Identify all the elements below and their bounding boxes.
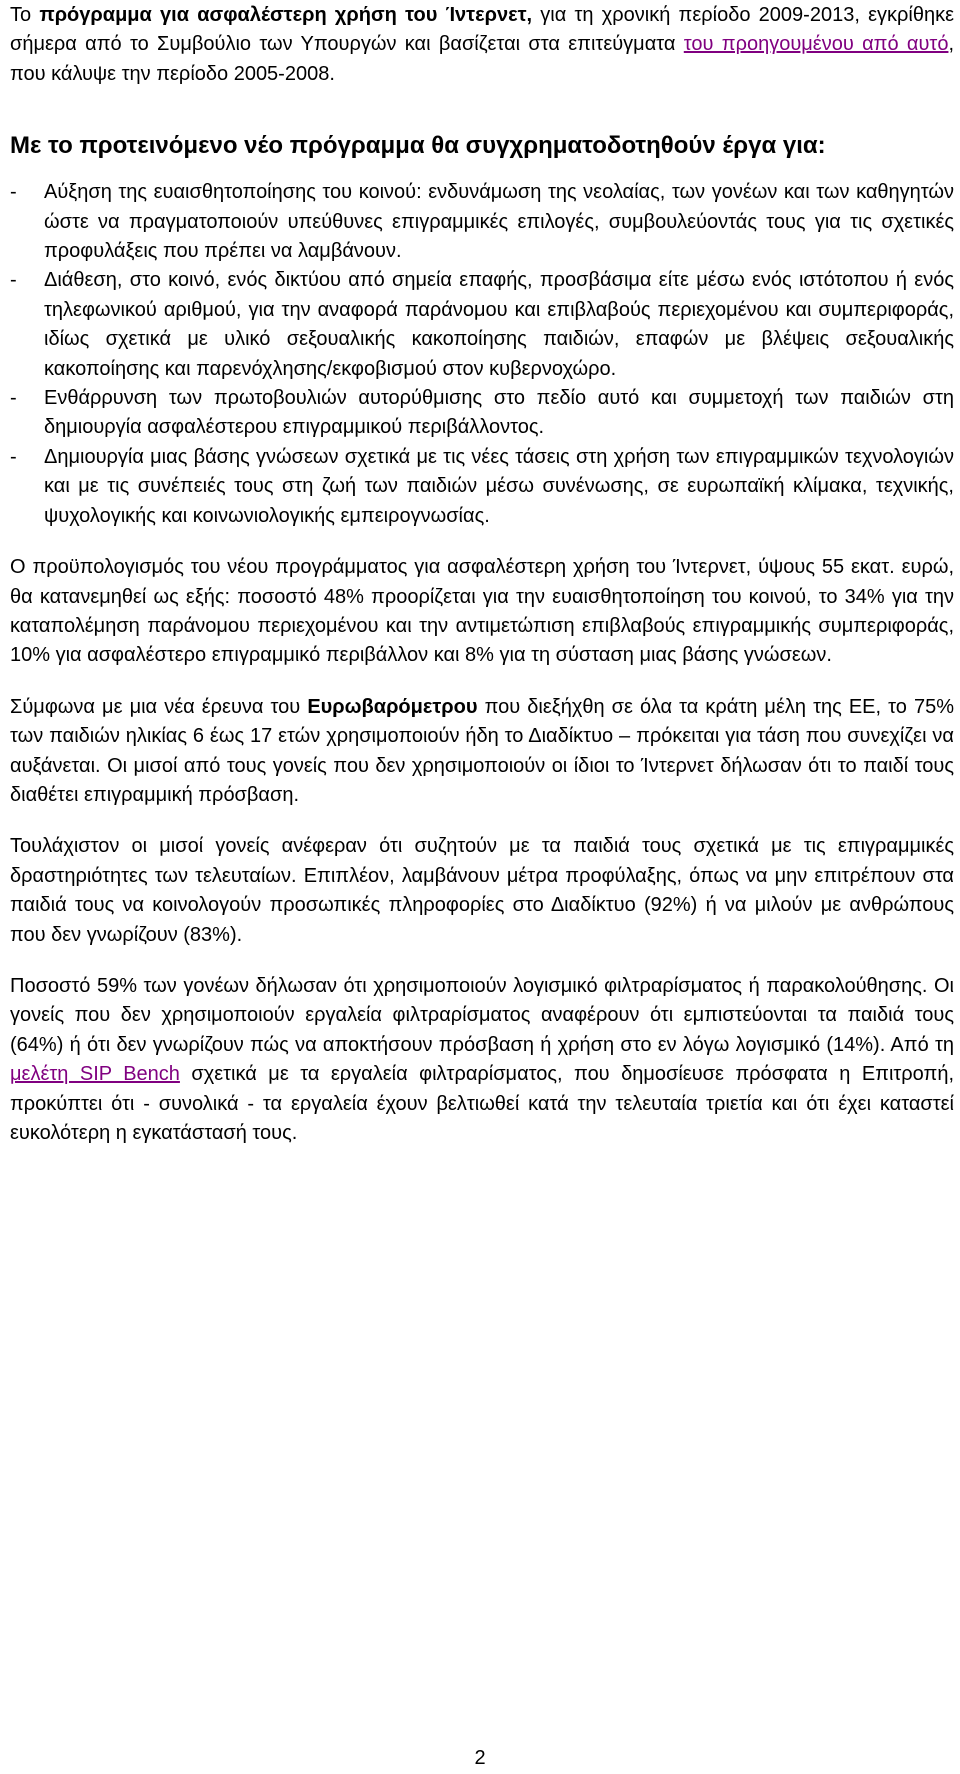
list-item (10, 178, 954, 266)
filtering-paragraph (10, 972, 954, 1148)
program-name: πρόγραμμα για ασφαλέστερη χρήση του Ίντερνετ, (39, 4, 533, 26)
page-number: 2 (474, 1747, 486, 1769)
previous-program-link[interactable]: του προηγουμένου από αυτό (683, 33, 949, 56)
parents-paragraph: Τουλάχιστον οι μισοί γονείς ανέφεραν ότι συζητούν με τα παιδιά τους σχετικά με τις επιγραμμικές δραστηριότητες των τελευταίων. Επιπλέον, λαμβάνουν μέτρα προφύλαξης, όπως να μην επιτρέπουν στα παιδιά τους να κοινολογούν προσωπικές πληροφορίες στο Διαδίκτυο (92%) ή να μιλούν με ανθρώπους που δεν γνωρίζουν (83%). (10, 835, 954, 946)
list-item (10, 266, 954, 384)
list-item (10, 443, 954, 531)
intro-paragraph (10, 0, 954, 89)
list-item-text: Διάθεση, στο κοινό, ενός δικτύου από σημεία επαφής, προσβάσιμα είτε μέσω ενός ιστότοπου ή ενός τηλεφωνικού αριθμού, για την αναφορά παράνομου και επιβλαβούς περιεχομένου και συμπεριφοράς, ιδίως σχετικά με υλικό σεξουαλικής κακοποίησης παιδιών, επαφών με βλέψεις σεξουαλικής κακοποίησης και παρενόχλησης/εκφοβισμού στον κυβερνοχώρο. (44, 269, 954, 380)
list-item (10, 384, 954, 443)
measures-list (10, 178, 954, 531)
list-item-text: Δημιουργία μιας βάσης γνώσεων σχετικά με τις νέες τάσεις στη χρήση των επιγραμμικών τεχνολογιών και με τις συνέπειές τους στη ζωή των παιδιών μέσω συνένωσης, σε ευρωπαϊκή κλίμακα, τεχνικής, ψυχολογικής και κοινωνιολογικής εμπειρογνωσίας. (44, 445, 954, 527)
list-dash: - (10, 387, 17, 410)
list-item-text: Ενθάρρυνση των πρωτοβουλιών αυτορύθμισης στο πεδίο αυτό και συμμετοχή των παιδιών στη δημιουργία ασφαλέστερου επιγραμμικού περιβάλλοντος. (44, 387, 954, 439)
list-dash: - (10, 269, 17, 292)
survey-text-start: Σύμφωνα με μια νέα έρευνα του (10, 695, 308, 718)
filtering-text-end: σχετικά με τα εργαλεία φιλτραρίσματος, που δημοσίευσε πρόσφατα η Επιτροπή, προκύπτει ότι - συνολικά - τα εργαλεία έχουν βελτιωθεί κατά την τελευταία τριετία και ότι έχει καταστεί ευκολότερη η εγκατάστασή τους. (10, 1063, 954, 1144)
list-dash: - (10, 181, 17, 204)
survey-text-end: που διεξήχθη σε όλα τα κράτη μέλη της ΕΕ, το 75% των παιδιών ηλικίας 6 έως 17 ετών χρησιμοποιούν ήδη το Διαδίκτυο – πρόκειται για τάση που συνεχίζει να αυξάνεται. Οι μισοί από τους γονείς που δεν χρησιμοποιούν οι ίδιοι το Ίντερνετ δήλωσαν ότι το παιδί τους διαθέτει επιγραμμική πρόσβαση. (10, 695, 954, 806)
filtering-text-start: Ποσοστό 59% των γονέων δήλωσαν ότι χρησιμοποιούν λογισμικό φιλτραρίσματος ή παρακολούθησης. Οι γονείς που δεν χρησιμοποιούν εργαλεία φιλτραρίσματος αναφέρουν ότι εμπιστεύονται τα παιδιά τους (64%) ή ότι δεν γνωρίζουν πώς να αποκτήσουν πρόσβαση ή χρήση στο εν λόγω λογισμικό (14%). Από τη (10, 974, 954, 1056)
survey-paragraph (10, 693, 954, 811)
list-dash: - (10, 445, 17, 468)
list-item-text: Αύξηση της ευαισθητοποίησης του κοινού: ενδυνάμωση της νεολαίας, των γονέων και των καθηγητών ώστε να πραγματοποιούν υπεύθυνες επιγραμμικές επιλογές, συμβουλεύοντάς τους για τις σχετικές προφυλάξεις που πρέπει να λαμβάνουν. (44, 181, 954, 263)
document-page (10, 0, 954, 1148)
sip-bench-study-link[interactable]: μελέτη SIP Bench (10, 1063, 180, 1086)
intro-text-end: , που κάλυψε την περίοδο 2005-2008. (10, 33, 955, 85)
budget-paragraph: Ο προϋπολογισμός του νέου προγράμματος για ασφαλέστερη χρήση του Ίντερνετ, ύψους 55 εκατ. ευρώ, θα κατανεμηθεί ως εξής: ποσοστό 48% προορίζεται για την ευαισθητοποίηση του κοινού, το 34% για την καταπολέμηση παράνομου περιεχομένου και την αντιμετώπιση επιβλαβούς επιγραμμικής συμπεριφοράς, 10% για ασφαλέστερο επιγραμμικό περιβάλλον και 8% για τη σύσταση μιας βάσης γνώσεων. (10, 556, 954, 667)
eurobarometer-name: Ευρωβαρόμετρου (307, 695, 478, 718)
section-heading: Με το προτεινόμενο νέο πρόγραμμα θα συγχρηματοδοτηθούν έργα για: (10, 132, 826, 160)
intro-text-middle: για τη χρονική περίοδο 2009-2013, εγκρίθηκε σήμερα από το Συμβούλιο των Υπουργών και βασίζεται στα επιτεύγματα (10, 4, 955, 56)
intro-text-start: Το (10, 4, 40, 26)
